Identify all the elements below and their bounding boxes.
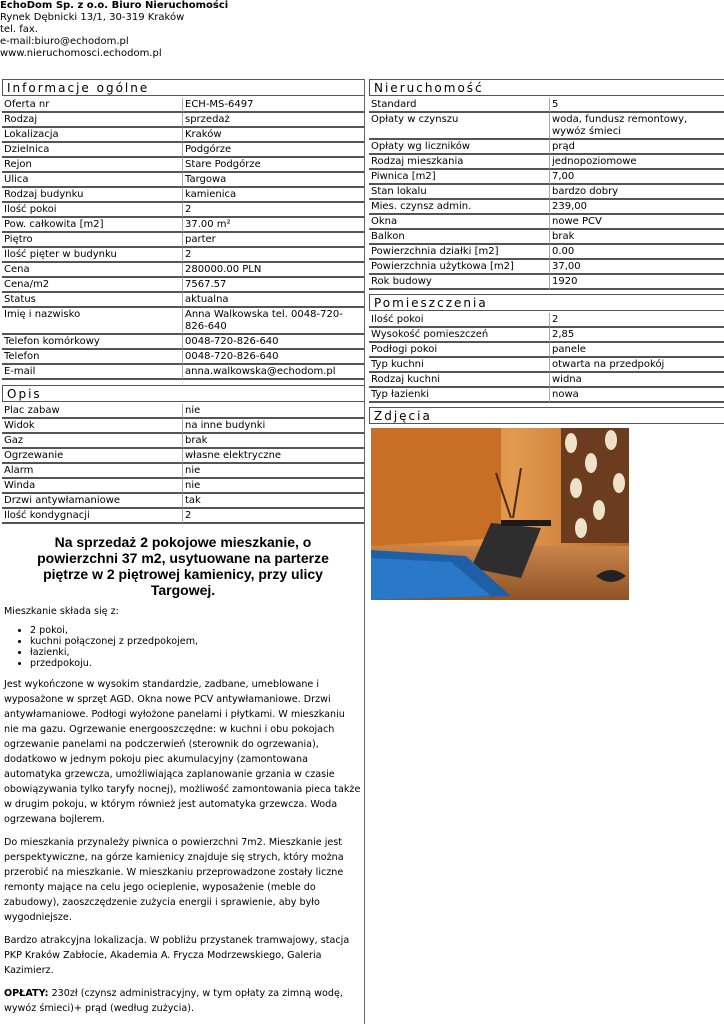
description-intro: Mieszkanie składa się z:	[4, 606, 119, 617]
general-value: Kraków	[183, 128, 364, 143]
general-row	[2, 308, 364, 335]
nieruchomosc-label: Okna	[369, 215, 550, 230]
nieruchomosc-value: 1920	[550, 275, 724, 290]
fees-label: OPŁATY:	[4, 988, 49, 999]
general-label: Dzielnica	[2, 143, 183, 158]
general-value: kamienica	[183, 188, 364, 203]
general-label: Rodzaj budynku	[2, 188, 183, 203]
opis-label: Alarm	[2, 464, 183, 479]
opis-label: Drzwi antywłamaniowe	[2, 494, 183, 509]
company-address: Rynek Dębnicki 13/1, 30-319 Kraków	[0, 12, 185, 23]
pomieszczenia-label: Typ kuchni	[369, 358, 550, 373]
section-nieruchomosc-title: Nieruchomość	[369, 79, 724, 96]
general-row	[2, 218, 364, 233]
pomieszczenia-value: nowa	[550, 388, 724, 403]
general-table	[2, 98, 364, 380]
nieruchomosc-row	[369, 260, 724, 275]
company-name: EchoDom Sp. z o.o. Biuro Nieruchomości	[0, 0, 229, 11]
agency-header	[0, 0, 724, 60]
general-label: Piętro	[2, 233, 183, 248]
general-label: Status	[2, 293, 183, 308]
opis-row	[2, 494, 364, 509]
general-label: Pow. całkowita [m2]	[2, 218, 183, 233]
pomieszczenia-row	[369, 358, 724, 373]
company-email: e-mail:biuro@echodom.pl	[0, 36, 129, 47]
general-value: anna.walkowska@echodom.pl	[183, 365, 364, 380]
opis-label: Widok	[2, 419, 183, 434]
description-fees	[4, 986, 362, 1016]
pomieszczenia-value: panele	[550, 343, 724, 358]
general-row	[2, 143, 364, 158]
pomieszczenia-value: 2	[550, 313, 724, 328]
company-website: www.nieruchomosci.echodom.pl	[0, 48, 162, 59]
general-row	[2, 278, 364, 293]
general-label: Ilość pięter w budynku	[2, 248, 183, 263]
opis-value: brak	[183, 434, 364, 449]
general-label: Rodzaj	[2, 113, 183, 128]
general-row	[2, 113, 364, 128]
nieruchomosc-row	[369, 215, 724, 230]
pomieszczenia-label: Wysokość pomieszczeń	[369, 328, 550, 343]
general-value: Anna Walkowska tel. 0048-720-826-640	[183, 308, 364, 335]
nieruchomosc-label: Opłaty wg liczników	[369, 140, 550, 155]
opis-value: 2	[183, 509, 364, 524]
pomieszczenia-row	[369, 388, 724, 403]
general-value: parter	[183, 233, 364, 248]
opis-label: Ilość kondygnacji	[2, 509, 183, 524]
general-label: Rejon	[2, 158, 183, 173]
opis-label: Winda	[2, 479, 183, 494]
opis-label: Plac zabaw	[2, 404, 183, 419]
nieruchomosc-value: woda, fundusz remontowy, wywóz śmieci	[550, 113, 724, 140]
general-row	[2, 173, 364, 188]
description-paragraph-2: Do mieszkania przynależy piwnica o powierzchni 7m2. Mieszkanie jest perspektywiczne, na górze kamienicy znajduje się strych, który można przerobić na mieszkanie. W mieszkaniu przeprowadzone zostały liczne remonty mające na celu jego ocieplenie, wyposażenie (meble do zabudowy), zaoszczędzenie zużycia energii i sprawienie, aby było wygodniejsze.	[4, 837, 344, 923]
general-row	[2, 248, 364, 263]
fees-text: 230zł (czynsz administracyjny, w tym opłaty za zimną wodę, wywóz śmieci)+ prąd (według zużycia).	[4, 988, 343, 1014]
general-row	[2, 158, 364, 173]
opis-row	[2, 449, 364, 464]
pomieszczenia-row	[369, 373, 724, 388]
description-paragraph-1b: Ogrzewanie energooszczędne: w kuchni i obu pokojach ogrzewanie panelami na podczerwień (sterownik do ogrzewania), dodatkowo w jednym pokoju piec akumulacyjny (zamontowana automatyka grzewcza, umożliwiająca zaplanowanie grzania w czasie obowiązywania tylko taryfy nocnej), możliwość zamontowania pieca także w drugim pokoju, w którym również jest automatyka grzewcza. Woda ogrzewana bojlerem.	[4, 724, 361, 825]
nieruchomosc-row	[369, 113, 724, 140]
general-row	[2, 233, 364, 248]
left-column	[2, 79, 365, 1024]
section-zdjecia-title: Zdjęcia	[369, 407, 724, 424]
general-row	[2, 335, 364, 350]
general-row	[2, 263, 364, 278]
description-paragraph-1a: Jest wykończone w wysokim standardzie, zadbane, umeblowane i wyposażone w sprzęt AGD. Okna nowe PCV antywłamaniowe. Drzwi antywłamaniowe. Podłogi wyłożone panelami i płytkami. W mieszkaniu nie ma gazu.	[4, 679, 345, 735]
pomieszczenia-label: Typ łazienki	[369, 388, 550, 403]
nieruchomosc-row	[369, 185, 724, 200]
description-paragraph-3: Bardzo atrakcyjna lokalizacja. W pobliżu przystanek tramwajowy, stacja PKP Kraków Zabłocie, Akademia A. Frycza Modrzewskiego, Galeria Kazimierz.	[4, 935, 350, 976]
opis-value: nie	[183, 464, 364, 479]
general-value: aktualna	[183, 293, 364, 308]
pomieszczenia-row	[369, 328, 724, 343]
general-value: 2	[183, 248, 364, 263]
general-value: Stare Podgórze	[183, 158, 364, 173]
general-label: Imię i nazwisko	[2, 308, 183, 335]
opis-table	[2, 404, 364, 524]
description	[2, 534, 364, 1016]
general-value: 280000.00 PLN	[183, 263, 364, 278]
nieruchomosc-row	[369, 230, 724, 245]
pomieszczenia-label: Ilość pokoi	[369, 313, 550, 328]
right-column	[369, 79, 724, 619]
opis-value: tak	[183, 494, 364, 509]
general-value: 0048-720-826-640	[183, 335, 364, 350]
pomieszczenia-label: Podłogi pokoi	[369, 343, 550, 358]
general-value: Podgórze	[183, 143, 364, 158]
nieruchomosc-label: Stan lokalu	[369, 185, 550, 200]
company-fax: tel. fax.	[0, 24, 38, 35]
room-photo-illustration	[371, 428, 629, 600]
opis-value: nie	[183, 404, 364, 419]
general-label: Oferta nr	[2, 98, 183, 113]
nieruchomosc-label: Rodzaj mieszkania	[369, 155, 550, 170]
general-row	[2, 203, 364, 218]
opis-label: Ogrzewanie	[2, 449, 183, 464]
pomieszczenia-row	[369, 313, 724, 328]
nieruchomosc-value: bardzo dobry	[550, 185, 724, 200]
nieruchomosc-label: Standard	[369, 98, 550, 113]
rooms-list-item: • łazienki,	[30, 647, 362, 658]
section-pomieszczenia-title: Pomieszczenia	[369, 294, 724, 311]
rooms-list-item: • przedpokoju.	[30, 658, 362, 669]
nieruchomosc-label: Piwnica [m2]	[369, 170, 550, 185]
general-value: 2	[183, 203, 364, 218]
pomieszczenia-table	[369, 313, 724, 403]
pomieszczenia-label: Rodzaj kuchni	[369, 373, 550, 388]
nieruchomosc-row	[369, 140, 724, 155]
general-label: Telefon	[2, 350, 183, 365]
nieruchomosc-label: Opłaty w czynszu	[369, 113, 550, 140]
nieruchomosc-label: Mies. czynsz admin.	[369, 200, 550, 215]
rooms-list-item: • kuchni połączonej z przedpokojem,	[30, 636, 362, 647]
opis-value: nie	[183, 479, 364, 494]
pomieszczenia-value: widna	[550, 373, 724, 388]
general-value: 0048-720-826-640	[183, 350, 364, 365]
nieruchomosc-label: Powierzchnia użytkowa [m2]	[369, 260, 550, 275]
general-label: Cena/m2	[2, 278, 183, 293]
nieruchomosc-label: Powierzchnia działki [m2]	[369, 245, 550, 260]
nieruchomosc-row	[369, 170, 724, 185]
general-label: Lokalizacja	[2, 128, 183, 143]
opis-row	[2, 464, 364, 479]
opis-row	[2, 509, 364, 524]
general-row	[2, 98, 364, 113]
nieruchomosc-row	[369, 98, 724, 113]
nieruchomosc-table	[369, 98, 724, 290]
nieruchomosc-row	[369, 155, 724, 170]
apartment-photo[interactable]	[371, 428, 629, 600]
pomieszczenia-value: 2,85	[550, 328, 724, 343]
nieruchomosc-label: Balkon	[369, 230, 550, 245]
opis-row	[2, 479, 364, 494]
nieruchomosc-value: 37,00	[550, 260, 724, 275]
general-value: sprzedaż	[183, 113, 364, 128]
rooms-list	[4, 625, 362, 669]
nieruchomosc-value: nowe PCV	[550, 215, 724, 230]
general-label: E-mail	[2, 365, 183, 380]
general-row	[2, 365, 364, 380]
description-headline: Na sprzedaż 2 pokojowe mieszkanie, o powierzchni 37 m2, usytuowane na parterze piętrze w 2 piętrowej kamienicy, przy ulicy Targowej.	[37, 534, 329, 598]
nieruchomosc-row	[369, 275, 724, 290]
nieruchomosc-value: 5	[550, 98, 724, 113]
general-value: Targowa	[183, 173, 364, 188]
nieruchomosc-value: 0.00	[550, 245, 724, 260]
general-row	[2, 350, 364, 365]
nieruchomosc-row	[369, 245, 724, 260]
opis-row	[2, 404, 364, 419]
general-label: Telefon komórkowy	[2, 335, 183, 350]
rooms-list-item: • 2 pokoi,	[30, 625, 362, 636]
general-label: Ulica	[2, 173, 183, 188]
opis-value: na inne budynki	[183, 419, 364, 434]
section-general-title: Informacje ogólne	[2, 79, 364, 96]
general-row	[2, 293, 364, 308]
general-value: 37.00 m²	[183, 218, 364, 233]
opis-row	[2, 434, 364, 449]
opis-row	[2, 419, 364, 434]
description-paragraph-1	[4, 677, 362, 827]
general-label: Cena	[2, 263, 183, 278]
nieruchomosc-row	[369, 200, 724, 215]
opis-value: własne elektryczne	[183, 449, 364, 464]
general-label: Ilość pokoi	[2, 203, 183, 218]
nieruchomosc-label: Rok budowy	[369, 275, 550, 290]
nieruchomosc-value: jednopoziomowe	[550, 155, 724, 170]
nieruchomosc-value: 239,00	[550, 200, 724, 215]
nieruchomosc-value: 7,00	[550, 170, 724, 185]
nieruchomosc-value: prąd	[550, 140, 724, 155]
general-value: 7567.57	[183, 278, 364, 293]
opis-label: Gaz	[2, 434, 183, 449]
pomieszczenia-value: otwarta na przedpokój	[550, 358, 724, 373]
nieruchomosc-value: brak	[550, 230, 724, 245]
pomieszczenia-row	[369, 343, 724, 358]
general-row	[2, 128, 364, 143]
general-value: ECH-MS-6497	[183, 98, 364, 113]
general-row	[2, 188, 364, 203]
section-opis-title: Opis	[2, 385, 364, 402]
